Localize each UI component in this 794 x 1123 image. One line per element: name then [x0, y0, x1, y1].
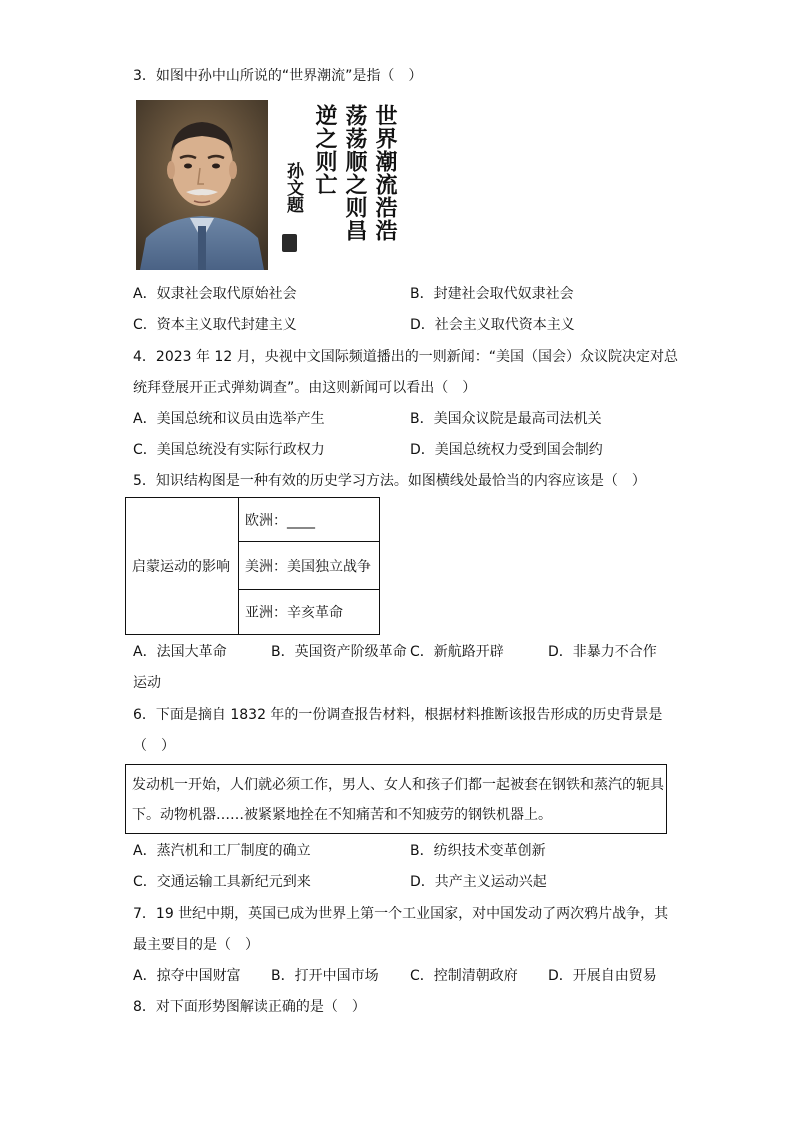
q7-option-c: C．控制清朝政府: [410, 968, 518, 984]
calligraphy-column-2: 荡荡顺之则昌: [342, 104, 368, 242]
q3-option-c: C．资本主义取代封建主义: [133, 317, 297, 333]
q6-option-a: A．蒸汽机和工厂制度的确立: [133, 843, 311, 859]
q3-stem: 3．如图中孙中山所说的“世界潮流”是指（ ）: [133, 68, 423, 84]
calligraphy-signature: 孙文题: [283, 162, 303, 213]
seal-stamp-icon: [282, 234, 297, 252]
table-row-europe: 欧洲：____: [239, 498, 380, 542]
calligraphy-column-3: 逆之则亡: [312, 104, 338, 196]
table-left-cell: 启蒙运动的影响: [126, 498, 239, 635]
q6-option-c: C．交通运输工具新纪元到来: [133, 874, 311, 890]
q5-option-c: C．新航路开辟: [410, 644, 504, 660]
table-row-america: 美洲：美国独立战争: [239, 542, 380, 590]
q5-option-b: B．英国资产阶级革命: [271, 644, 407, 660]
q4-stem-line1: 4．2023 年 12 月，央视中文国际频道播出的一则新闻：“美国（国会）众议院决定对总: [133, 349, 678, 365]
q6-stem-line2: （ ）: [133, 738, 175, 754]
q6-material-box: [125, 764, 667, 834]
q3-option-a: A．奴隶社会取代原始社会: [133, 286, 297, 302]
q6-material-line2: 下。动物机器……被紧紧地拴在不知痛苦和不知疲劳的钢铁机器上。: [132, 807, 552, 823]
q4-option-d: D．美国总统权力受到国会制约: [410, 442, 603, 458]
q5-option-a: A．法国大革命: [133, 644, 227, 660]
portrait-photo: [136, 100, 268, 270]
q7-stem-line1: 7．19 世纪中期，英国已成为世界上第一个工业国家，对中国发动了两次鸦片战争，其: [133, 906, 669, 922]
q6-option-d: D．共产主义运动兴起: [410, 874, 547, 890]
q8-stem: 8．对下面形势图解读正确的是（ ）: [133, 999, 366, 1015]
q3-option-b: B．封建社会取代奴隶社会: [410, 286, 574, 302]
q4-option-c: C．美国总统没有实际行政权力: [133, 442, 325, 458]
q7-option-d: D．开展自由贸易: [548, 968, 657, 984]
sun-yatsen-figure: [136, 100, 404, 270]
q7-option-a: A．掠夺中国财富: [133, 968, 241, 984]
calligraphy: [272, 100, 404, 270]
q7-stem-line2: 最主要目的是（ ）: [133, 937, 259, 953]
q6-material-line1: 发动机一开始，人们就必须工作，男人、女人和孩子们都一起被套在钢铁和蒸汽的轭具: [132, 777, 664, 793]
q4-option-b: B．美国众议院是最高司法机关: [410, 411, 602, 427]
q5-option-d-wrap: 运动: [133, 675, 161, 691]
q4-stem-line2: 统拜登展开正式弹劾调查”。由这则新闻可以看出（ ）: [133, 380, 477, 396]
q5-option-d: D．非暴力不合作: [548, 644, 657, 660]
q7-option-b: B．打开中国市场: [271, 968, 379, 984]
q6-option-b: B．纺织技术变革创新: [410, 843, 546, 859]
knowledge-structure-table: [125, 497, 380, 635]
q6-stem-line1: 6．下面是摘自 1832 年的一份调查报告材料，根据材料推断该报告形成的历史背景是: [133, 707, 663, 723]
table-row-asia: 亚洲：辛亥革命: [239, 590, 380, 635]
q4-option-a: A．美国总统和议员由选举产生: [133, 411, 325, 427]
q3-option-d: D．社会主义取代资本主义: [410, 317, 575, 333]
calligraphy-column-1: 世界潮流浩浩: [372, 104, 398, 242]
q5-stem: 5．知识结构图是一种有效的历史学习方法。如图横线处最恰当的内容应该是（ ）: [133, 473, 646, 489]
